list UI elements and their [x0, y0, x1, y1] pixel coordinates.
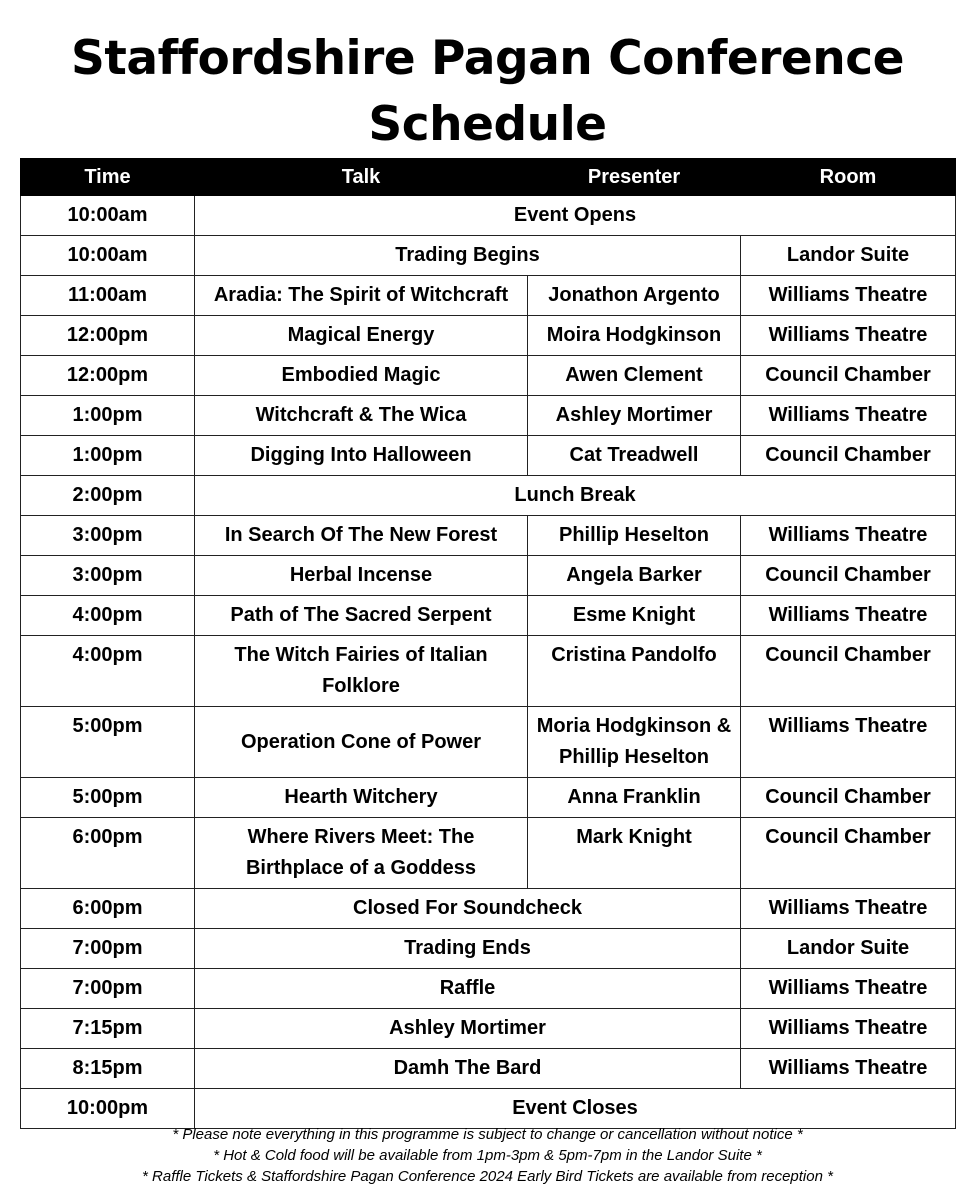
row-time: 12:00pm — [21, 356, 195, 396]
note-change: * Please note everything in this programme is subject to change or cancellation without notice * — [172, 1126, 803, 1143]
row-room: Williams Theatre — [741, 596, 956, 636]
row-room: Williams Theatre — [741, 969, 956, 1009]
row-time: 2:00pm — [21, 476, 195, 516]
row-time: 3:00pm — [21, 516, 195, 556]
row-talk: Where Rivers Meet: The Birthplace of a Goddess — [195, 818, 528, 889]
row-time: 6:00pm — [21, 889, 195, 929]
schedule-row — [21, 969, 956, 1009]
row-time: 8:15pm — [21, 1049, 195, 1089]
row-room: Council Chamber — [741, 436, 956, 476]
schedule-row — [21, 778, 956, 818]
title-line-2: Schedule — [368, 97, 607, 152]
row-room: Council Chamber — [741, 356, 956, 396]
page-title — [0, 26, 975, 158]
row-talk: Aradia: The Spirit of Witchcraft — [195, 276, 528, 316]
row-time: 6:00pm — [21, 818, 195, 889]
row-talk: Ashley Mortimer — [195, 1009, 741, 1049]
row-time: 10:00am — [21, 236, 195, 276]
row-talk: Path of The Sacred Serpent — [195, 596, 528, 636]
row-time: 1:00pm — [21, 396, 195, 436]
row-talk: In Search Of The New Forest — [195, 516, 528, 556]
schedule-row — [21, 476, 956, 516]
row-room: Williams Theatre — [741, 889, 956, 929]
row-event: Event Opens — [195, 196, 956, 236]
schedule-row — [21, 818, 956, 889]
schedule-row — [21, 929, 956, 969]
schedule-row — [21, 636, 956, 707]
row-talk: The Witch Fairies of Italian Folklore — [195, 636, 528, 707]
row-talk: Herbal Incense — [195, 556, 528, 596]
schedule-row — [21, 1089, 956, 1129]
row-talk: Hearth Witchery — [195, 778, 528, 818]
schedule-row — [21, 516, 956, 556]
schedule-body — [21, 196, 956, 1129]
row-time: 10:00pm — [21, 1089, 195, 1129]
row-time: 3:00pm — [21, 556, 195, 596]
schedule-table — [20, 158, 956, 1129]
header-talk: Talk — [195, 159, 528, 196]
row-room: Landor Suite — [741, 929, 956, 969]
schedule-row — [21, 196, 956, 236]
row-room: Williams Theatre — [741, 516, 956, 556]
row-talk: Magical Energy — [195, 316, 528, 356]
schedule-row — [21, 316, 956, 356]
header-time: Time — [21, 159, 195, 196]
row-event: Event Closes — [195, 1089, 956, 1129]
row-talk: Trading Ends — [195, 929, 741, 969]
row-time: 7:00pm — [21, 969, 195, 1009]
row-presenter: Cristina Pandolfo — [528, 636, 741, 707]
row-presenter: Mark Knight — [528, 818, 741, 889]
row-talk: Operation Cone of Power — [195, 707, 528, 778]
row-time: 10:00am — [21, 196, 195, 236]
row-time: 7:00pm — [21, 929, 195, 969]
row-presenter: Ashley Mortimer — [528, 396, 741, 436]
row-time: 5:00pm — [21, 707, 195, 778]
row-presenter: Awen Clement — [528, 356, 741, 396]
row-presenter: Cat Treadwell — [528, 436, 741, 476]
schedule-row — [21, 396, 956, 436]
row-time: 4:00pm — [21, 636, 195, 707]
header-room: Room — [741, 159, 956, 196]
header-row — [21, 159, 956, 196]
row-room: Williams Theatre — [741, 1009, 956, 1049]
row-room: Williams Theatre — [741, 276, 956, 316]
schedule-row — [21, 889, 956, 929]
schedule-row — [21, 236, 956, 276]
schedule-row — [21, 1049, 956, 1089]
schedule-row — [21, 1009, 956, 1049]
schedule-row — [21, 276, 956, 316]
row-talk: Digging Into Halloween — [195, 436, 528, 476]
row-time: 11:00am — [21, 276, 195, 316]
row-room: Williams Theatre — [741, 707, 956, 778]
row-presenter: Jonathon Argento — [528, 276, 741, 316]
title-line-1: Staffordshire Pagan Conference — [71, 31, 904, 86]
header-presenter: Presenter — [528, 159, 741, 196]
note-food: * Hot & Cold food will be available from 1pm-3pm & 5pm-7pm in the Landor Suite * — [213, 1147, 762, 1164]
schedule-row — [21, 596, 956, 636]
row-presenter: Phillip Heselton — [528, 516, 741, 556]
row-presenter: Esme Knight — [528, 596, 741, 636]
schedule-row — [21, 436, 956, 476]
row-presenter: Anna Franklin — [528, 778, 741, 818]
footer-notes — [0, 1124, 975, 1187]
schedule-row — [21, 356, 956, 396]
row-presenter: Moria Hodgkinson & Phillip Heselton — [528, 707, 741, 778]
schedule-row — [21, 556, 956, 596]
row-presenter: Moira Hodgkinson — [528, 316, 741, 356]
row-talk: Damh The Bard — [195, 1049, 741, 1089]
row-room: Williams Theatre — [741, 396, 956, 436]
row-room: Council Chamber — [741, 818, 956, 889]
row-time: 4:00pm — [21, 596, 195, 636]
row-talk: Raffle — [195, 969, 741, 1009]
row-time: 1:00pm — [21, 436, 195, 476]
row-time: 5:00pm — [21, 778, 195, 818]
row-talk: Embodied Magic — [195, 356, 528, 396]
row-time: 7:15pm — [21, 1009, 195, 1049]
row-room: Council Chamber — [741, 778, 956, 818]
row-room: Williams Theatre — [741, 1049, 956, 1089]
row-room: Landor Suite — [741, 236, 956, 276]
row-room: Council Chamber — [741, 556, 956, 596]
note-tickets: * Raffle Tickets & Staffordshire Pagan Conference 2024 Early Bird Tickets are available from reception * — [142, 1168, 833, 1185]
row-presenter: Angela Barker — [528, 556, 741, 596]
row-talk: Trading Begins — [195, 236, 741, 276]
row-talk: Closed For Soundcheck — [195, 889, 741, 929]
row-room: Council Chamber — [741, 636, 956, 707]
row-event: Lunch Break — [195, 476, 956, 516]
row-room: Williams Theatre — [741, 316, 956, 356]
row-talk: Witchcraft & The Wica — [195, 396, 528, 436]
row-time: 12:00pm — [21, 316, 195, 356]
schedule-row — [21, 707, 956, 778]
